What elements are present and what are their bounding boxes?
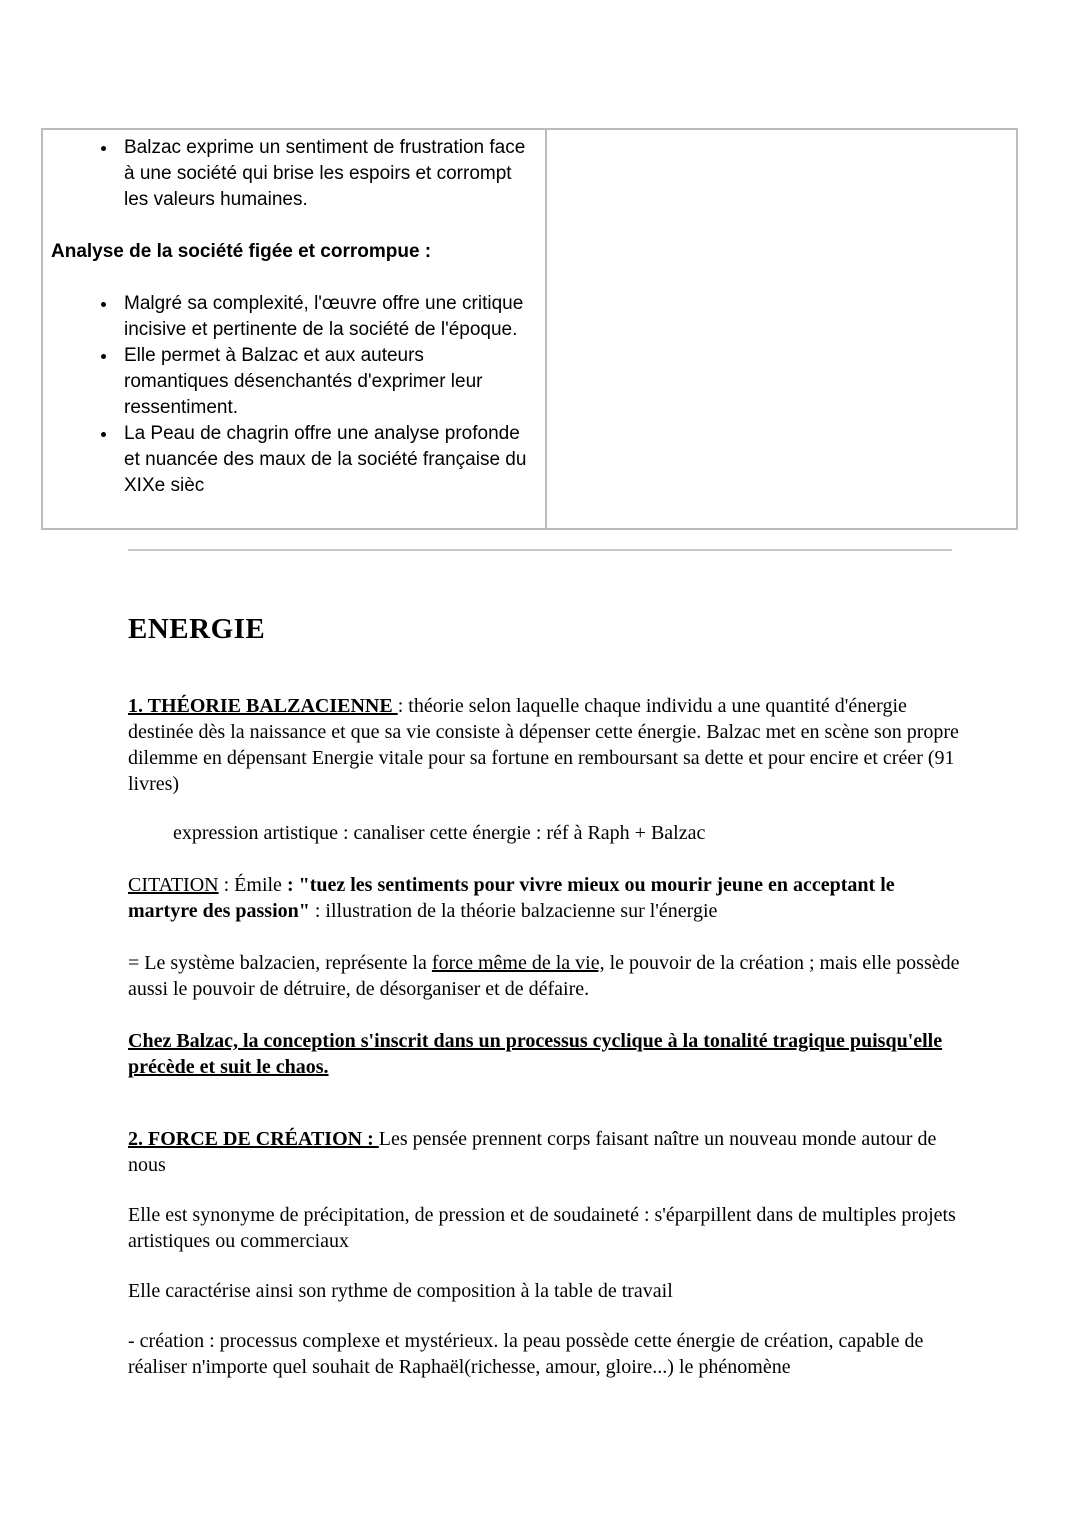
- text-segment: Chez Balzac, la conception s'inscrit dans un processus cyclique à la tonalité tragique puisqu'elle précède et suit le chaos.: [128, 1030, 943, 1078]
- analysis-bullet-list: [51, 291, 531, 499]
- list-item: • Malgré sa complexité, l'œuvre offre une critique incisive et pertinente de la société de l'époque.: [118, 291, 531, 343]
- text-segment: - création : processus complexe et mystérieux. la peau possède cette énergie de création, capable de réaliser n'importe quel souhait de Raphaël(richesse, amour, gloire...) le phénomène: [128, 1330, 924, 1378]
- comparison-table: [41, 128, 1018, 530]
- para-chez-balzac: [128, 1028, 960, 1080]
- text-segment: : Émile: [218, 874, 287, 896]
- list-item: • Balzac exprime un sentiment de frustration face à une société qui brise les espoirs et corrompt les valeurs humaines.: [118, 135, 531, 213]
- para-systeme-balzacien: [128, 950, 960, 1002]
- blank-line: [51, 213, 531, 239]
- text-segment: 1. THÉORIE BALZACIENNE: [128, 695, 398, 717]
- section-divider: [128, 549, 952, 551]
- para-expression-artistique: [128, 820, 960, 846]
- para-rythme: [128, 1278, 960, 1304]
- section-title: ENERGIE: [128, 613, 266, 645]
- text-segment: expression artistique : canaliser cette énergie : réf à Raph + Balzac: [173, 822, 706, 844]
- text-segment: : théorie selon laquelle chaque individu a une quantité d'énergie destinée dès la naissance et que sa vie consiste à dépenser cette énergie. Balzac met en scène son propre dilemme en dépensant Energie vitale pour sa fortune en remboursant sa dette et pour encire et créer (91 livres): [128, 695, 959, 795]
- list-item: • Elle permet à Balzac et aux auteurs romantiques désenchantés d'exprimer leur ressentiment.: [118, 343, 531, 421]
- text-segment: CITATION: [128, 874, 219, 896]
- text-segment: : "tuez les sentiments pour vivre mieux ou mourir jeune en acceptant le martyre des passion": [128, 874, 895, 922]
- analysis-heading: Analyse de la société figée et corrompue :: [51, 241, 432, 262]
- para-creation-processus: [128, 1328, 960, 1380]
- para-synonyme: [128, 1202, 960, 1254]
- list-item: • La Peau de chagrin offre une analyse profonde et nuancée des maux de la société française du XIXe sièc: [118, 421, 531, 499]
- table-cell-left: [43, 130, 547, 528]
- text-segment: Elle est synonyme de précipitation, de pression et de soudaineté : s'éparpillent dans de multiples projets artistiques ou commerciaux: [128, 1204, 956, 1252]
- para-theorie-balzacienne: [128, 693, 960, 797]
- intro-bullet-list: [51, 135, 531, 213]
- text-segment: Elle caractérise ainsi son rythme de composition à la table de travail: [128, 1280, 673, 1302]
- table-cell-right: [547, 130, 1016, 528]
- text-segment: = Le système balzacien, représente la: [128, 952, 432, 974]
- text-segment: le pouvoir de la création ; mais elle possède aussi le pouvoir de détruire, de désorganiser et de défaire.: [128, 952, 960, 1000]
- blank-line: [51, 265, 531, 291]
- text-segment: : illustration de la théorie balzacienne sur l'énergie: [309, 900, 718, 922]
- text-segment: 2. FORCE DE CRÉATION :: [128, 1128, 379, 1150]
- para-force-de-creation: [128, 1126, 960, 1178]
- text-segment: force même de la vie,: [431, 952, 605, 974]
- text-segment: Les pensée prennent corps faisant naître un nouveau monde autour de nous: [128, 1128, 937, 1176]
- main-content: [128, 598, 960, 1380]
- para-citation: [128, 872, 960, 924]
